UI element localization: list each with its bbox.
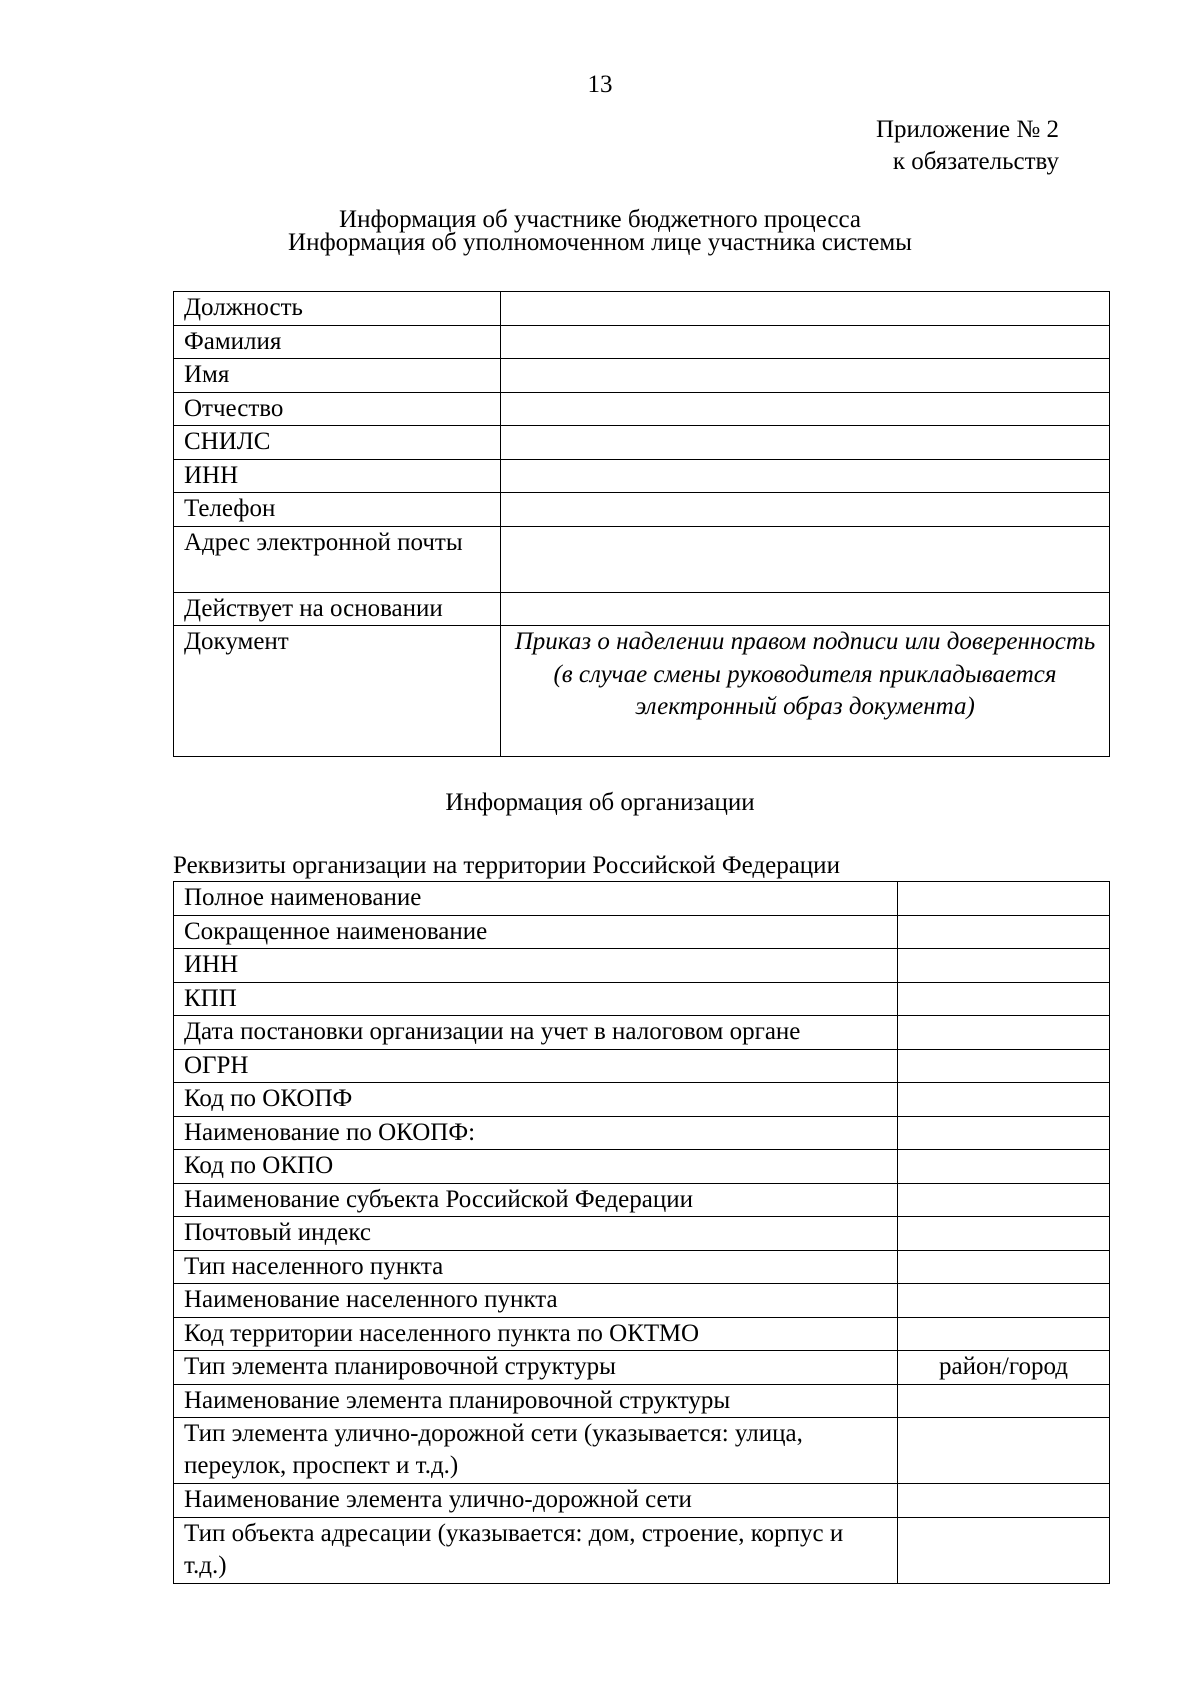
- row-label: Имя: [174, 359, 501, 393]
- row-label: Код по ОКОПФ: [174, 1083, 898, 1117]
- row-label: Код по ОКПО: [174, 1150, 898, 1184]
- row-label: Адрес электронной почты: [174, 526, 501, 592]
- row-value[interactable]: [898, 915, 1110, 949]
- organization-details-table: [173, 881, 1110, 1584]
- row-value[interactable]: [501, 426, 1110, 460]
- row-label: Тип элемента улично-дорожной сети (указывается: улица, переулок, проспект и т.д.): [174, 1418, 898, 1484]
- table-row: [174, 1016, 1110, 1050]
- row-label: СНИЛС: [174, 426, 501, 460]
- table-row: [174, 526, 1110, 592]
- row-value[interactable]: [898, 1049, 1110, 1083]
- row-label: Отчество: [174, 392, 501, 426]
- row-label: Код территории населенного пункта по ОКТМО: [174, 1317, 898, 1351]
- table-row: [174, 592, 1110, 626]
- row-label: Документ: [174, 626, 501, 757]
- row-label: Наименование населенного пункта: [174, 1284, 898, 1318]
- row-value[interactable]: [898, 1384, 1110, 1418]
- appendix-reference: [876, 114, 1059, 178]
- table-row: [174, 1049, 1110, 1083]
- row-value[interactable]: [898, 1217, 1110, 1251]
- table-row: [174, 1116, 1110, 1150]
- table-row: [174, 1317, 1110, 1351]
- row-label: Действует на основании: [174, 592, 501, 626]
- appendix-line-2: к обязательству: [892, 148, 1059, 175]
- row-value[interactable]: район/город: [898, 1351, 1110, 1385]
- row-label: Тип элемента планировочной структуры: [174, 1351, 898, 1385]
- table-row: [174, 1217, 1110, 1251]
- row-label: ОГРН: [174, 1049, 898, 1083]
- row-value[interactable]: [898, 1517, 1110, 1583]
- row-value[interactable]: [501, 292, 1110, 326]
- document-note: Приказ о наделении правом подписи или доверенность (в случае смены руководителя прикладывается электронный образ документа): [501, 626, 1110, 757]
- row-value[interactable]: [898, 1284, 1110, 1318]
- row-label: Тип населенного пункта: [174, 1250, 898, 1284]
- authorized-person-table: [173, 291, 1110, 757]
- row-value[interactable]: [501, 592, 1110, 626]
- row-label: Дата постановки организации на учет в налоговом органе: [174, 1016, 898, 1050]
- table-row: [174, 1083, 1110, 1117]
- row-label: Наименование по ОКОПФ:: [174, 1116, 898, 1150]
- table-row: [174, 1351, 1110, 1385]
- row-label: Телефон: [174, 493, 501, 527]
- row-value[interactable]: [501, 493, 1110, 527]
- appendix-line-1: Приложение № 2: [875, 116, 1059, 143]
- row-value[interactable]: [501, 392, 1110, 426]
- table-row: [174, 459, 1110, 493]
- table-row: [174, 626, 1110, 757]
- row-value[interactable]: [501, 359, 1110, 393]
- row-label: Наименование субъекта Российской Федерации: [174, 1183, 898, 1217]
- table-row: [174, 292, 1110, 326]
- table-row: [174, 1250, 1110, 1284]
- row-value[interactable]: [898, 1183, 1110, 1217]
- table-row: [174, 359, 1110, 393]
- row-value[interactable]: [898, 1016, 1110, 1050]
- table-row: [174, 1384, 1110, 1418]
- row-label: Должность: [174, 292, 501, 326]
- row-label: Фамилия: [174, 325, 501, 359]
- row-value[interactable]: [898, 949, 1110, 983]
- row-label: ИНН: [174, 459, 501, 493]
- table-row: [174, 1150, 1110, 1184]
- row-value[interactable]: [898, 1418, 1110, 1484]
- organization-heading: Информация об организации: [445, 789, 755, 816]
- document-titles: [0, 208, 1200, 254]
- table-row: [174, 392, 1110, 426]
- row-value[interactable]: [501, 459, 1110, 493]
- row-label: Тип объекта адресации (указывается: дом, строение, корпус и т.д.): [174, 1517, 898, 1583]
- table-row: [174, 1284, 1110, 1318]
- row-label: Наименование элемента улично-дорожной сети: [174, 1484, 898, 1518]
- table-row: [174, 949, 1110, 983]
- row-label: Сокращенное наименование: [174, 915, 898, 949]
- table-row: [174, 1484, 1110, 1518]
- page-number: 13: [587, 71, 613, 98]
- table-row: [174, 493, 1110, 527]
- row-value[interactable]: [898, 1250, 1110, 1284]
- row-label: Наименование элемента планировочной структуры: [174, 1384, 898, 1418]
- row-value[interactable]: [898, 882, 1110, 916]
- row-value[interactable]: [898, 1083, 1110, 1117]
- row-label: Полное наименование: [174, 882, 898, 916]
- table-row: [174, 1418, 1110, 1484]
- row-value[interactable]: [898, 1317, 1110, 1351]
- row-label: ИНН: [174, 949, 898, 983]
- table-row: [174, 1517, 1110, 1583]
- table-row: [174, 982, 1110, 1016]
- row-label: КПП: [174, 982, 898, 1016]
- table-row: [174, 1183, 1110, 1217]
- title-authorized-person: Информация об уполномоченном лице участника системы: [288, 229, 912, 256]
- row-value[interactable]: [898, 1150, 1110, 1184]
- row-label: Почтовый индекс: [174, 1217, 898, 1251]
- row-value[interactable]: [501, 526, 1110, 592]
- row-value[interactable]: [501, 325, 1110, 359]
- row-value[interactable]: [898, 982, 1110, 1016]
- table-row: [174, 882, 1110, 916]
- organization-subheading: Реквизиты организации на территории Российской Федерации: [173, 852, 840, 879]
- row-value[interactable]: [898, 1484, 1110, 1518]
- title-participant: Информация об участнике бюджетного процесса: [339, 206, 861, 233]
- table-row: [174, 325, 1110, 359]
- row-value[interactable]: [898, 1116, 1110, 1150]
- table-row: [174, 915, 1110, 949]
- table-row: [174, 426, 1110, 460]
